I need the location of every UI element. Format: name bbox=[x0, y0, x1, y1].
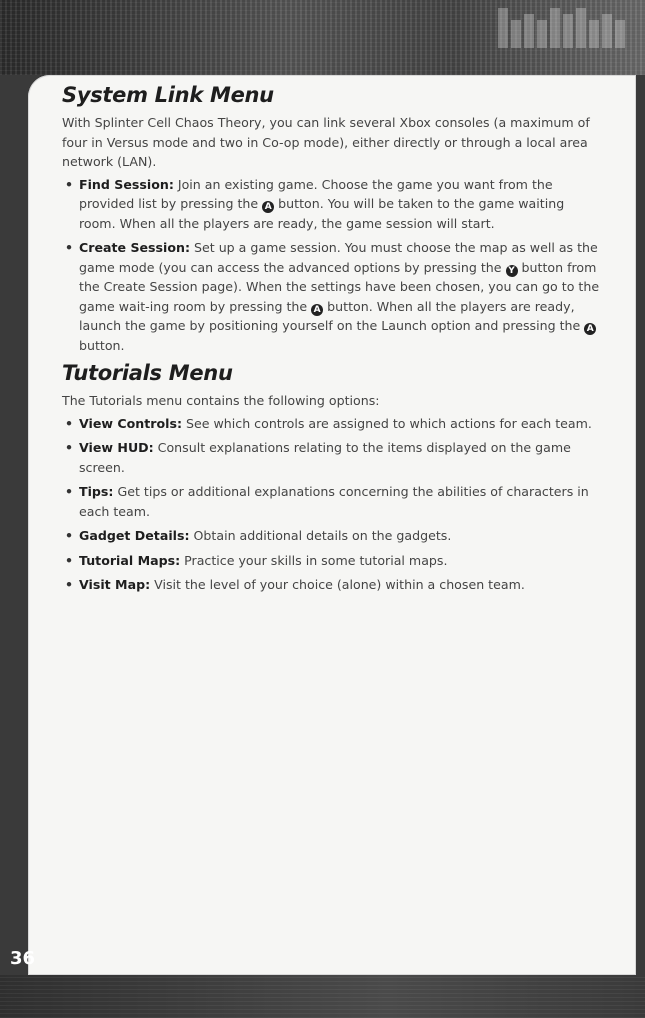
term-view-hud: View HUD: bbox=[79, 440, 154, 455]
top-decorative-band bbox=[0, 0, 645, 75]
item-text: Get tips or additional explanations concerning the abilities of characters in each team. bbox=[79, 484, 589, 519]
bottom-decorative-band bbox=[0, 975, 645, 1018]
item-text: button. You will be taken to the game waiting room. When all the players are ready, the game session will start. bbox=[79, 196, 565, 231]
term-visit-map: Visit Map: bbox=[79, 577, 151, 592]
list-item-gadget-details bbox=[62, 526, 602, 546]
term-view-controls: View Controls: bbox=[79, 415, 182, 431]
list-item-view-hud bbox=[62, 438, 602, 477]
a-button-icon: A bbox=[311, 304, 323, 316]
item-text: Consult explanations relating to the items displayed on the game screen. bbox=[79, 440, 571, 475]
manual-page bbox=[28, 75, 636, 975]
bullet: • bbox=[65, 440, 74, 455]
list-item-tips bbox=[62, 482, 602, 521]
term-tips: Tips: bbox=[79, 484, 114, 499]
a-button-icon: A bbox=[584, 323, 596, 335]
bullet: • bbox=[65, 577, 74, 592]
list-item-visit-map bbox=[62, 575, 602, 595]
list-item-view-controls bbox=[62, 414, 602, 434]
bullet: • bbox=[65, 552, 74, 568]
y-button-icon: Y bbox=[506, 265, 518, 277]
item-text: Visit the level of your choice (alone) within a chosen team. bbox=[150, 577, 525, 592]
system-link-heading: System Link Menu bbox=[62, 83, 274, 107]
item-text: Join an existing game. Choose the game you want from the provided list by pressing the bbox=[79, 176, 553, 211]
term-find-session: Find Session: bbox=[79, 176, 174, 192]
tutorials-heading: Tutorials Menu bbox=[62, 361, 233, 385]
item-text: See which controls are assigned to which actions for each team. bbox=[182, 415, 592, 431]
bullet: • bbox=[65, 176, 74, 192]
tutorials-list bbox=[62, 414, 602, 595]
bullet: • bbox=[65, 528, 74, 543]
system-link-list bbox=[62, 175, 602, 356]
bullet: • bbox=[65, 484, 74, 499]
term-tutorial-maps: Tutorial Maps: bbox=[79, 552, 181, 568]
item-text: Practice your skills in some tutorial maps. bbox=[180, 552, 448, 568]
bullet: • bbox=[65, 415, 74, 431]
bullet: • bbox=[65, 240, 74, 255]
term-create-session: Create Session: bbox=[79, 240, 191, 255]
item-text: button. bbox=[79, 337, 125, 353]
list-item-tutorial-maps bbox=[62, 551, 602, 571]
page-number: 36 bbox=[10, 948, 36, 969]
page-content bbox=[62, 83, 602, 600]
item-text: button. When all the players are ready, launch the game by positioning yourself on the Launch option and pressing the bbox=[79, 298, 585, 333]
item-text: button from the Create Session page). When the settings have been chosen, you can go to the game wait-ing room by pressing the bbox=[79, 259, 600, 314]
item-text: Set up a game session. You must choose the map as well as the game mode (you can access the advanced options by pressing the bbox=[79, 240, 598, 275]
item-text: Obtain additional details on the gadgets. bbox=[189, 528, 452, 543]
system-link-intro: With Splinter Cell Chaos Theory, you can link several Xbox consoles (a maximum of four in Versus mode and two in Co-op mode), either directly or through a local area network (LAN). bbox=[62, 115, 590, 169]
decorative-blocks bbox=[498, 8, 625, 48]
list-item-create-session bbox=[62, 238, 602, 355]
term-gadget-details: Gadget Details: bbox=[79, 528, 190, 543]
a-button-icon: A bbox=[262, 201, 274, 213]
tutorials-intro: The Tutorials menu contains the following options: bbox=[62, 393, 380, 408]
list-item-find-session bbox=[62, 175, 602, 234]
